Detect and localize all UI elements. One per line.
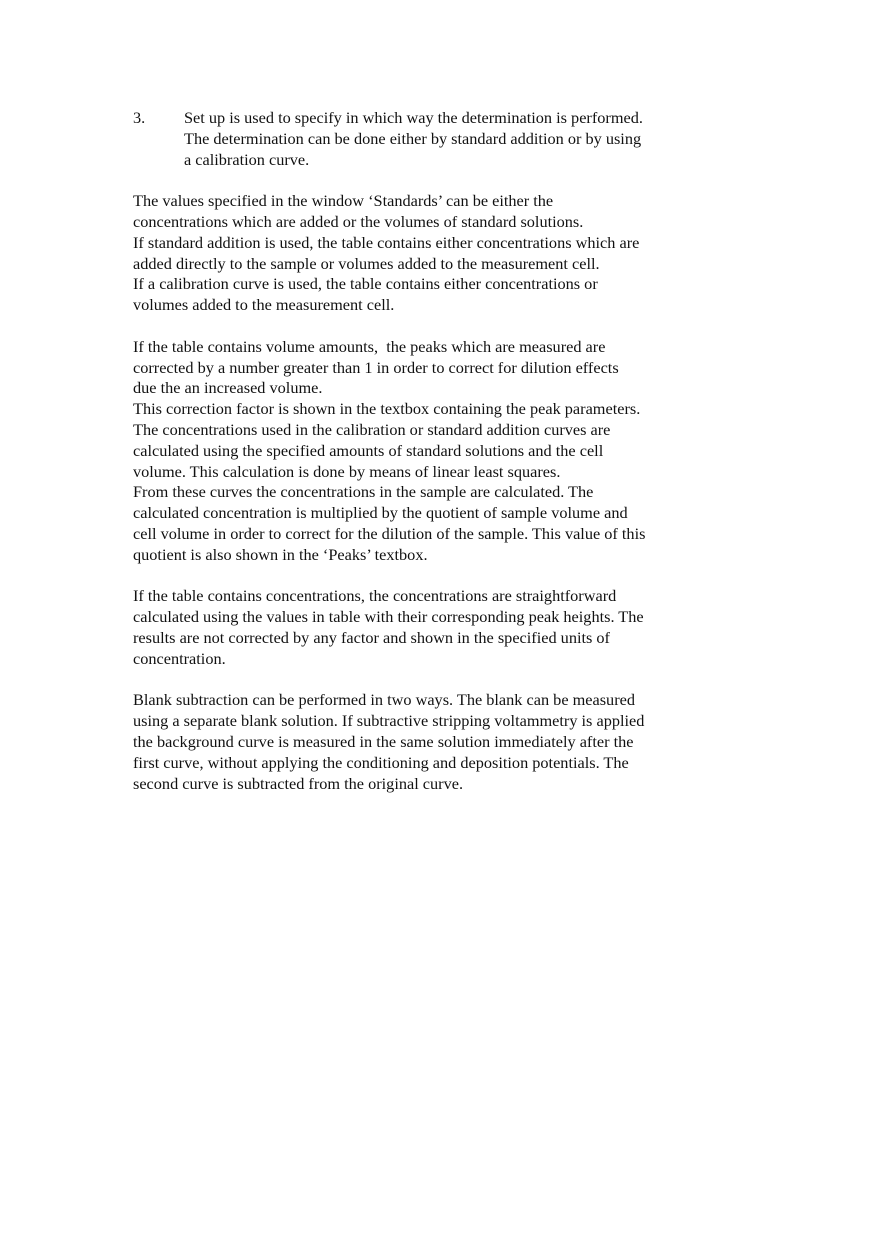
text-line: If a calibration curve is used, the table contains either concentrations or bbox=[133, 274, 598, 294]
text-line: This correction factor is shown in the textbox containing the peak parameters. bbox=[133, 399, 641, 419]
text-line: If standard addition is used, the table contains either concentrations which are bbox=[133, 232, 640, 252]
text-line: The values specified in the window ‘Standards’ can be either the bbox=[133, 191, 554, 211]
paragraph-gap bbox=[133, 566, 733, 587]
text-line: The concentrations used in the calibration or standard addition curves are bbox=[133, 419, 611, 439]
text-line: due the an increased volume. bbox=[133, 378, 323, 398]
text-line: calculated using the specified amounts of standard solutions and the cell bbox=[133, 440, 604, 460]
text-line: volumes added to the measurement cell. bbox=[133, 295, 395, 315]
text-line: quotient is also shown in the ‘Peaks’ textbox. bbox=[133, 544, 428, 564]
text-line: Blank subtraction can be performed in two ways. The blank can be measured bbox=[133, 690, 635, 710]
text-line: From these curves the concentrations in the sample are calculated. The bbox=[133, 482, 594, 502]
text-line: using a separate blank solution. If subtractive stripping voltammetry is applied bbox=[133, 711, 645, 731]
text-line: The determination can be done either by standard addition or by using bbox=[184, 128, 642, 148]
paragraph-blank-subtraction bbox=[133, 690, 733, 794]
list-item-body bbox=[184, 108, 643, 170]
text-line: If the table contains volume amounts, the peaks which are measured are bbox=[133, 336, 606, 356]
text-line: If the table contains concentrations, the concentrations are straightforward bbox=[133, 586, 617, 606]
paragraph-volume-amounts bbox=[133, 337, 733, 566]
text-line: concentration. bbox=[133, 648, 226, 668]
text-line: first curve, without applying the conditioning and deposition potentials. The bbox=[133, 752, 629, 772]
text-line: cell volume in order to correct for the dilution of the sample. This value of this bbox=[133, 523, 646, 543]
text-line: added directly to the sample or volumes added to the measurement cell. bbox=[133, 253, 600, 273]
text-line: corrected by a number greater than 1 in order to correct for dilution effects bbox=[133, 357, 619, 377]
text-line: calculated concentration is multiplied by the quotient of sample volume and bbox=[133, 503, 628, 523]
paragraph-standards bbox=[133, 191, 733, 316]
text-line: calculated using the values in table with their corresponding peak heights. The bbox=[133, 607, 644, 627]
paragraph-gap bbox=[133, 170, 733, 191]
text-line: concentrations which are added or the volumes of standard solutions. bbox=[133, 211, 584, 231]
paragraph-concentrations bbox=[133, 586, 733, 669]
text-line: Set up is used to specify in which way the determination is performed. bbox=[184, 108, 643, 127]
text-line: results are not corrected by any factor and shown in the specified units of bbox=[133, 627, 610, 647]
numbered-list-item bbox=[133, 108, 733, 170]
document-body bbox=[133, 108, 733, 794]
text-line: a calibration curve. bbox=[184, 149, 310, 169]
paragraph-gap bbox=[133, 670, 733, 691]
list-item-number: 3. bbox=[133, 108, 146, 127]
text-line: the background curve is measured in the same solution immediately after the bbox=[133, 731, 634, 751]
text-line: volume. This calculation is done by means of linear least squares. bbox=[133, 461, 561, 481]
text-line: second curve is subtracted from the original curve. bbox=[133, 773, 464, 793]
paragraph-gap bbox=[133, 316, 733, 337]
